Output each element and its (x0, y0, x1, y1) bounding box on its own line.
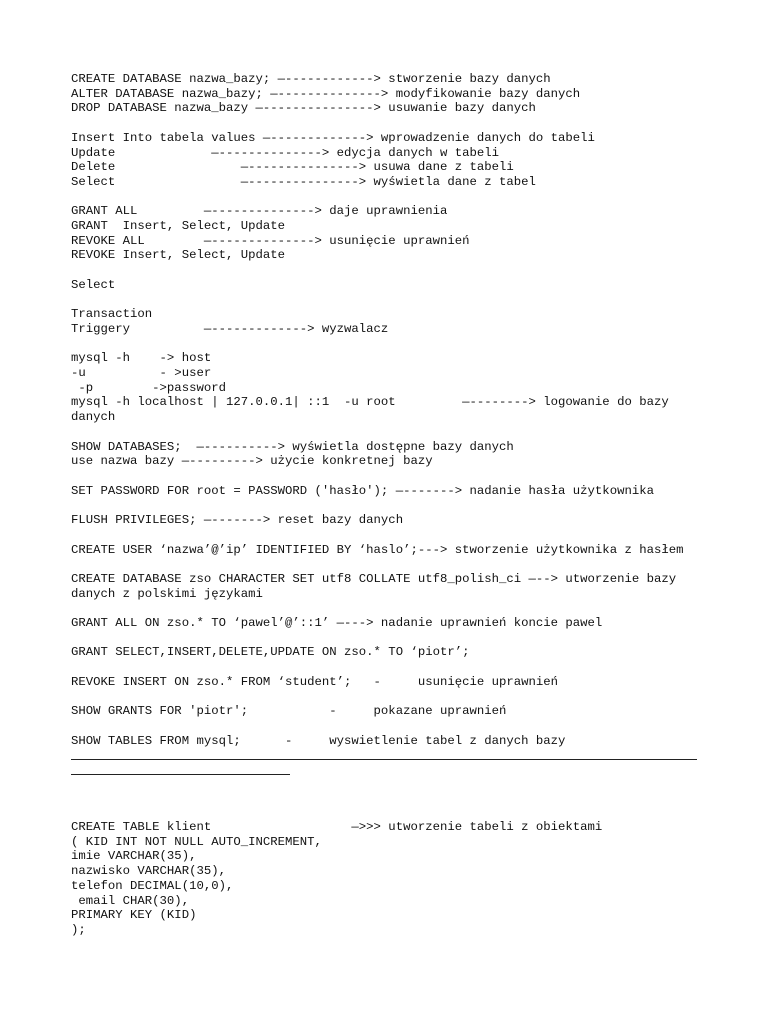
text-line: CREATE DATABASE zso CHARACTER SET utf8 COLLATE utf8_polish_ci —--> utworzenie bazy (71, 571, 677, 586)
text-line: SHOW DATABASES; —----------> wyświetla dostępne bazy danych (71, 439, 514, 454)
text-line: mysql -h localhost | 127.0.0.1| ::1 -u root —--------> logowanie do bazy (71, 395, 669, 410)
text-line: CREATE DATABASE nazwa_bazy; —------------> stworzenie bazy danych (71, 72, 551, 86)
text-line: GRANT ALL ON zso.* TO ‘pawel’@’::1’ —---> nadanie uprawnień koncie pawel (71, 616, 603, 631)
text-line: SHOW GRANTS FOR 'piotr'; - pokazane uprawnień (71, 704, 507, 719)
text-line: ); (71, 922, 86, 937)
text-line: REVOKE Insert, Select, Update (71, 248, 286, 263)
text-line: Triggery —-------------> wyzwalacz (71, 321, 389, 336)
text-line: CREATE TABLE klient —>>> utworzenie tabeli z obiektami (71, 820, 603, 834)
text-line: REVOKE ALL —--------------> usunięcie uprawnień (71, 233, 470, 248)
text-line: danych (71, 410, 116, 425)
text-line: GRANT Insert, Select, Update (71, 219, 286, 234)
text-line: Select —---------------> wyświetla dane z tabel (71, 174, 536, 189)
text-line: DROP DATABASE nazwa_bazy —---------------> usuwanie bazy danych (71, 101, 536, 116)
text-line: mysql -h -> host (71, 351, 212, 366)
text-line: FLUSH PRIVILEGES; —-------> reset bazy danych (71, 513, 404, 528)
text-line: CREATE USER ‘nazwa’@’ip’ IDENTIFIED BY ‘haslo’;---> stworzenie użytkownika z hasłem (71, 542, 684, 557)
horizontal-rule (71, 759, 697, 760)
text-line: PRIMARY KEY (KID) (71, 908, 197, 923)
text-line: email CHAR(30), (71, 893, 190, 908)
text-line: Insert Into tabela values —-------------> wprowadzenie danych do tabeli (71, 130, 595, 145)
text-line: nazwisko VARCHAR(35), (71, 864, 226, 879)
text-line: SHOW TABLES FROM mysql; - wyswietlenie tabel z danych bazy (71, 733, 566, 748)
text-line: SET PASSWORD FOR root = PASSWORD ('hasło'); —-------> nadanie hasła użytkownika (71, 483, 654, 498)
text-line: REVOKE INSERT ON zso.* FROM ‘student’; - usunięcie uprawnień (71, 674, 559, 689)
create-table-block (71, 820, 602, 938)
text-line: imie VARCHAR(35), (71, 849, 197, 864)
text-line: -p ->password (71, 380, 226, 395)
text-line: Delete —---------------> usuwa dane z tabeli (71, 160, 514, 175)
text-line: -u - >user (71, 366, 212, 381)
text-line: ( KID INT NOT NULL AUTO_INCREMENT, (71, 834, 322, 849)
text-line: GRANT ALL —--------------> daje uprawnienia (71, 204, 448, 219)
text-line: telefon DECIMAL(10,0), (71, 878, 234, 893)
text-line: use nazwa bazy —---------> użycie konkretnej bazy (71, 454, 433, 469)
text-line: ALTER DATABASE nazwa_bazy; —--------------> modyfikowanie bazy danych (71, 86, 581, 101)
text-line: GRANT SELECT,INSERT,DELETE,UPDATE ON zso.* TO ‘piotr’; (71, 645, 470, 660)
text-line: danych z polskimi językami (71, 586, 263, 601)
text-line: Update —--------------> edycja danych w tabeli (71, 145, 500, 160)
text-line: Transaction (71, 307, 153, 322)
text-line: Select (71, 277, 116, 292)
horizontal-rule-continuation (71, 774, 290, 775)
sql-notes-block (71, 72, 684, 748)
